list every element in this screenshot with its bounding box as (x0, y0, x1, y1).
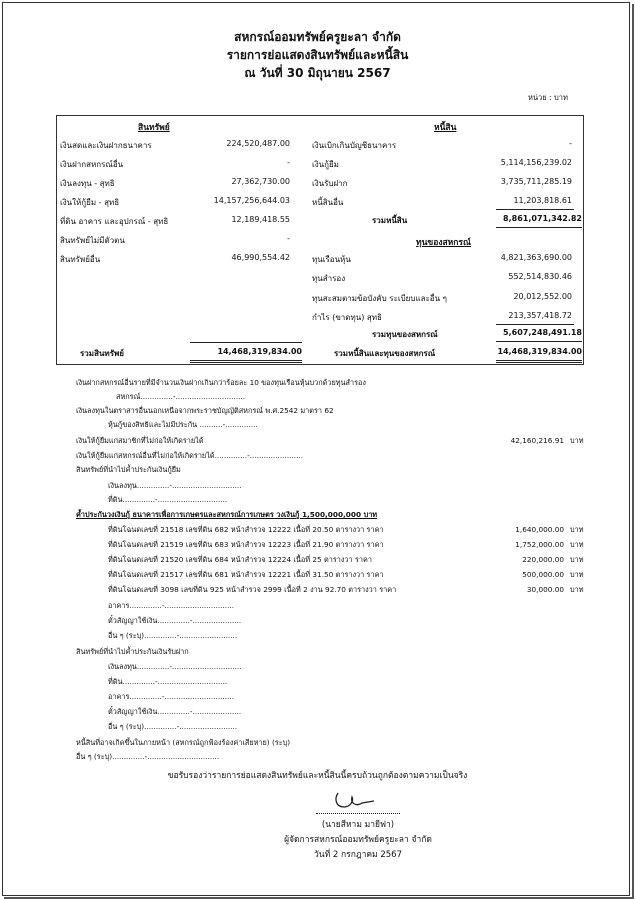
underline (496, 324, 574, 325)
total-equity-value: 5,607,248,491.18 (503, 328, 582, 337)
equity-label: ทุนเรือนหุ้น (312, 255, 351, 264)
deposit-collateral-land: ที่ดิน..............-.............................. (108, 677, 228, 686)
collateral-value: 500,000.00 (522, 570, 564, 579)
note-npl-members: เงินให้กู้ยืมแก่สมาชิกที่ไม่ก่อให้เกิดรายได้ (76, 436, 204, 445)
note-deposit-other: เงินฝากสหกรณ์อื่นรายที่มีจำนวนเงินฝากเกินกว่าร้อยละ 10 ของทุนเรือนหุ้นบวกด้วยทุนสำรอง (76, 378, 366, 387)
equity-label: ทุนสำรอง (312, 274, 346, 283)
collateral-item: ที่ดินโฉนดเลขที่ 21519 เลขที่ดิน 683 หน้าสำรวจ 12223 เนื้อที่ 21.90 ตารางวา ราคา (108, 540, 384, 549)
liability-value: 11,203,818.61 (513, 196, 572, 205)
collateral-item: ที่ดินโฉนดเลขที่ 21520 เลขที่ดิน 684 หน้าสำรวจ 12224 เนื้อที่ 25 ตารางวา ราคา (108, 555, 372, 564)
collateral-value: 220,000.00 (522, 555, 564, 564)
signature-line (316, 813, 400, 814)
collateral-item: ที่ดินโฉนดเลขที่ 3098 เลขที่ดิน 925 หน้าสำรวจ 2999 เนื้อที่ 2 งาน 92.70 ตารางวา ราคา (108, 585, 397, 594)
certification-text: ขอรับรองว่ารายการย่อแสดงสินทรัพย์และหนี้สินนี้ครบถ้วนถูกต้องตามความเป็นจริง (167, 771, 468, 781)
asset-label: เงินฝากสหกรณ์อื่น (60, 160, 124, 169)
underline (190, 342, 302, 343)
asset-label: สินทรัพย์อื่น (60, 255, 101, 264)
unit-baht: บาท (570, 540, 584, 549)
asset-value: 27,362,730.00 (231, 177, 290, 186)
note-collateral-investment: เงินลงทุน..............-.............................. (108, 481, 242, 490)
liability-value: 3,735,711,285.19 (500, 177, 572, 186)
underline (496, 341, 582, 342)
assets-heading: สินทรัพย์ (138, 123, 170, 133)
note-investment-value: หุ้นกู้ของสิทธิและไม่มีประกัน ..........-.............. (108, 420, 258, 429)
asset-label: เงินสดและเงินฝากธนาคาร (60, 141, 152, 150)
asset-value: - (287, 158, 290, 167)
note-other: อื่น ๆ (ระบุ)..............-............................... (76, 752, 220, 761)
asset-label: เงินลงทุน - สุทธิ (60, 179, 115, 188)
signatory-position: ผู้จัดการสหกรณ์ออมทรัพย์ครูยะลา จำกัด (284, 835, 432, 845)
signatory-name: (นายสีหาม มายีฟา) (321, 820, 395, 830)
liability-label: เงินรับฝาก (312, 179, 348, 188)
report-title: รายการย่อแสดงสินทรัพย์และหนี้สิน (226, 48, 409, 62)
total-liabilities-value: 8,861,071,342.82 (503, 214, 582, 223)
collateral-item: ที่ดินโฉนดเลขที่ 21518 เลขที่ดิน 682 หน้าสำรวจ 12222 เนื้อที่ 20.50 ตารางวา ราคา (108, 525, 384, 534)
total-equity-label: รวมทุนของสหกรณ์ (372, 330, 438, 339)
note-collateral-land: ที่ดิน..............-.............................. (108, 495, 228, 504)
collateral-promissory: ตั๋วสัญญาใช้เงิน..............-..................... (108, 616, 242, 625)
equity-value: 552,514,830.46 (508, 272, 572, 281)
deposit-collateral-promissory: ตั๋วสัญญาใช้เงิน..............-..................... (108, 707, 242, 716)
liability-value: - (569, 139, 572, 148)
liability-value: 5,114,156,239.02 (500, 158, 572, 167)
equity-heading: ทุนของสหกรณ์ (416, 238, 471, 248)
equity-label: ทุนสะสมตามข้อบังคับ ระเบียบและอื่น ๆ (312, 294, 447, 303)
signature-date: วันที่ 2 กรกฎาคม 2567 (314, 850, 402, 860)
note-npl-coops: เงินให้กู้ยืมแก่สหกรณ์อื่นที่ไม่ก่อให้เกิดรายได้..............-....................... (76, 451, 304, 460)
collateral-item: ที่ดินโฉนดเลขที่ 21517 เลขที่ดิน 681 หน้าสำรวจ 12221 เนื้อที่ 31.50 ตารางวา ราคา (108, 570, 384, 579)
deposit-collateral-investment: เงินลงทุน..............-.............................. (108, 662, 242, 671)
asset-label: ที่ดิน อาคาร และอุปกรณ์ - สุทธิ (60, 217, 169, 226)
equity-label: กำไร (ขาดทุน) สุทธิ (312, 313, 382, 322)
asset-value: - (287, 234, 290, 243)
liability-label: เงินเบิกเกินบัญชีธนาคาร (312, 141, 397, 150)
double-underline (190, 360, 302, 361)
grand-total-value: 14,468,319,834.00 (497, 347, 582, 356)
unit-baht: บาท (570, 525, 584, 534)
collateral-value: 30,000.00 (526, 585, 564, 594)
double-underline (496, 360, 582, 361)
collateral-value: 1,640,000.00 (515, 525, 564, 534)
unit-baht: บาท (570, 570, 584, 579)
unit-baht: บาท (570, 585, 584, 594)
asset-label: สินทรัพย์ไม่มีตัวตน (60, 236, 125, 245)
grand-total-label: รวมหนี้สินและทุนของสหกรณ์ (334, 349, 436, 358)
note-deposit-other-value: สหกรณ์..............-.............................. (116, 392, 246, 401)
note-investment: เงินลงทุนในตราสารอื่นนอกเหนือจากพระราชบัญญัติสหกรณ์ พ.ศ.2542 มาตรา 62 (76, 406, 334, 415)
collateral-building: อาคาร..............-.............................. (108, 601, 235, 610)
equity-value: 213,357,418.72 (508, 311, 572, 320)
total-liabilities-label: รวมหนี้สิน (372, 216, 408, 225)
liability-label: เงินกู้ยืม (312, 160, 339, 169)
underline (496, 227, 582, 228)
report-date: ณ วันที่ 30 มิถุนายน 2567 (244, 66, 391, 80)
deposit-collateral-building: อาคาร..............-.............................. (108, 692, 235, 701)
note-collateral-loans: สินทรัพย์ที่นำไปค้ำประกันเงินกู้ยืม (76, 465, 181, 474)
asset-value: 12,189,418.55 (231, 215, 290, 224)
asset-value: 46,990,554.42 (231, 253, 290, 262)
unit-baht: บาท (570, 555, 584, 564)
note-npl-members-value: 42,160,216.91 (510, 436, 564, 445)
total-assets-value: 14,468,319,834.00 (217, 347, 302, 356)
double-underline (496, 362, 582, 363)
unit-label: หน่วย : บาท (528, 93, 568, 102)
collateral-value: 1,752,000.00 (515, 540, 564, 549)
deposit-collateral-other: อื่น ๆ (ระบุ)..............-......................... (108, 722, 238, 731)
asset-value: 14,157,256,644.03 (213, 196, 290, 205)
asset-label: เงินให้กู้ยืม - สุทธิ (60, 198, 120, 207)
unit-baht: บาท (570, 436, 584, 445)
collateral-heading: ค้ำประกันวงเงินกู้ ธนาคารเพื่อการเกษตรและสหกรณ์การเกษตร วงเงินกู้ 1,500,000,000 บาท (76, 510, 378, 519)
asset-value: 224,520,487.00 (226, 139, 290, 148)
liabilities-heading: หนี้สิน (434, 123, 457, 133)
note-contingent: หนี้สินที่อาจเกิดขึ้นในภายหน้า (สหกรณ์ถูกฟ้องร้องค่าเสียหาย) (ระบุ) (76, 738, 291, 747)
org-name: สหกรณ์ออมทรัพย์ครูยะลา จำกัด (234, 30, 401, 44)
liability-label: หนี้สินอื่น (312, 198, 344, 207)
double-underline (190, 362, 302, 363)
equity-value: 4,821,363,690.00 (500, 253, 572, 262)
total-assets-label: รวมสินทรัพย์ (80, 349, 124, 358)
underline (496, 209, 574, 210)
note-collateral-deposits: สินทรัพย์ที่นำไปค้ำประกันเงินรับฝาก (76, 647, 189, 656)
signature-mark (330, 787, 390, 813)
collateral-other: อื่น ๆ (ระบุ)..............-......................... (108, 631, 238, 640)
equity-value: 20,012,552.00 (513, 292, 572, 301)
